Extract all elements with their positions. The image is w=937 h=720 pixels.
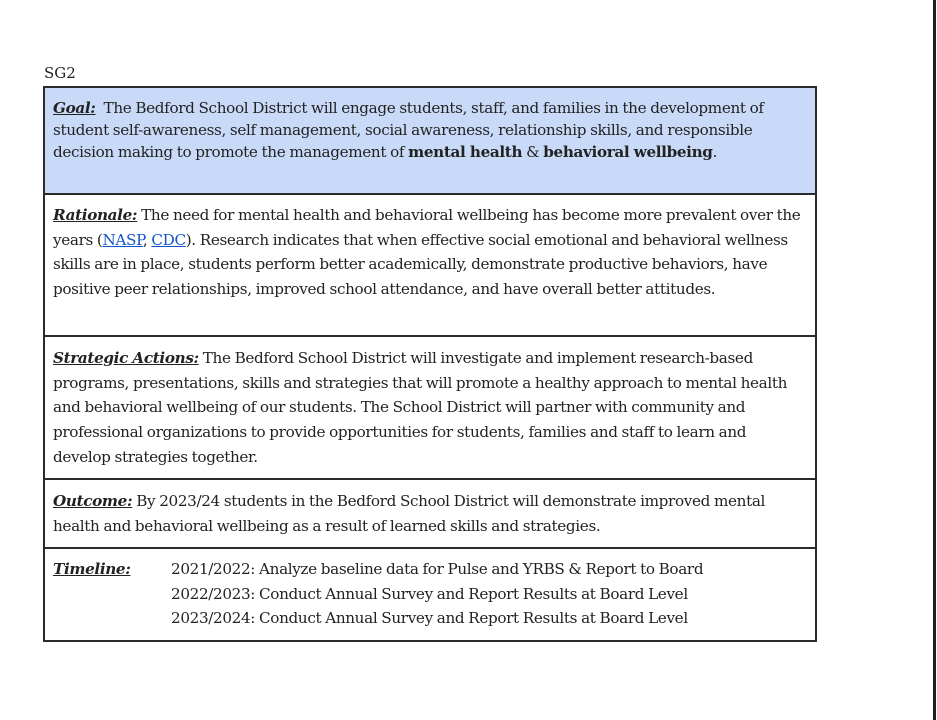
rationale-text-1: The need for mental health and behavioral wellbeing has become more prevalent over the years (	[53, 206, 801, 249]
timeline-label: Timeline:	[53, 560, 131, 578]
timeline-item: 2023/2024: Conduct Annual Survey and Report Results at Board Level	[171, 609, 688, 627]
goal-bold-mental-health: mental health	[408, 143, 523, 162]
timeline-item: 2022/2023: Conduct Annual Survey and Report Results at Board Level	[171, 584, 688, 603]
strategic-goal-table	[43, 86, 817, 642]
timeline-items	[171, 557, 703, 634]
nasp-link[interactable]: NASP	[102, 230, 143, 249]
outcome-label: Outcome:	[53, 492, 133, 510]
outcome-row	[45, 480, 815, 549]
strategic-actions-text: The Bedford School District will investigate and implement research-based programs, presentations, skills and strategies that will promote a healthy approach to mental health and behavioral wellbeing of our students. The School District will partner with community and professional organizations to provide opportunities for students, families and staff to learn and develop strategies together.	[53, 349, 788, 466]
cdc-link[interactable]: CDC	[151, 230, 186, 249]
timeline-row	[45, 549, 815, 640]
timeline-item: 2021/2022: Analyze baseline data for Pulse and YRBS & Report to Board	[171, 560, 704, 578]
rationale-label: Rationale:	[53, 206, 138, 224]
goal-ampersand: &	[522, 143, 544, 162]
strategic-actions-row	[45, 337, 815, 480]
goal-period: .	[712, 143, 718, 162]
goal-bold-behavioral-wellbeing: behavioral wellbeing	[543, 143, 713, 162]
rationale-text-2: ). Research indicates that when effective social emotional and behavioral wellness skills are in place, students perform better academically, demonstrate productive behaviors, have positive peer relationships, improved school attendance, and have overall better attitudes.	[53, 230, 788, 299]
strategic-actions-label: Strategic Actions:	[53, 349, 199, 367]
goal-row	[45, 88, 815, 195]
outcome-text: By 2023/24 students in the Bedford School District will demonstrate improved mental health and behavioral wellbeing as a result of learned skills and strategies.	[53, 492, 766, 535]
section-id-label: SG2	[44, 64, 76, 82]
goal-label: Goal:	[53, 99, 96, 117]
rationale-row	[45, 195, 815, 337]
goal-text: The Bedford School District will engage students, staff, and families in the development of student self-awareness, self management, social awareness, relationship skills, and responsible decision making to promote the management of	[53, 99, 768, 162]
page-edge-divider	[933, 0, 936, 720]
rationale-separator: ,	[142, 230, 152, 249]
